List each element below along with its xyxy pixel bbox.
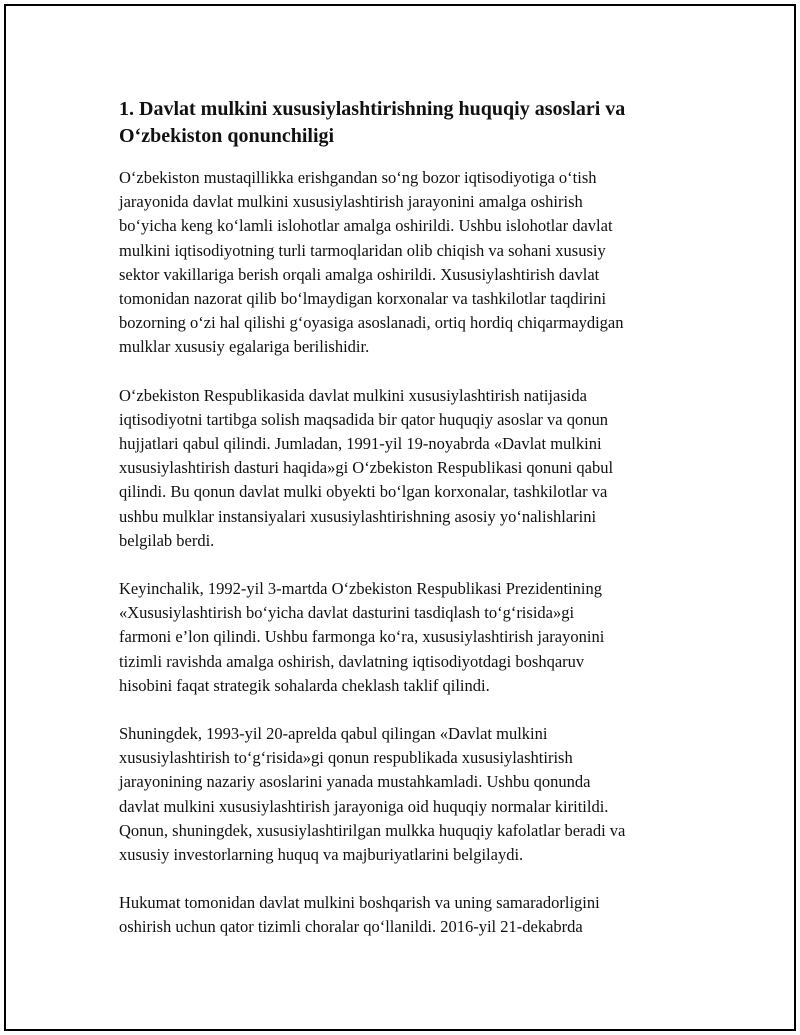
document-body <box>119 96 699 964</box>
page-frame <box>4 4 796 1031</box>
paragraph-3: Keyinchalik, 1992-yil 3-martda O‘zbekiston Respublikasi Prezidentining «Xususiylashtirish bo‘yicha davlat dasturini tasdiqlash to‘g‘risida»gi farmoni e’lon qilindi. Ushbu farmonga ko‘ra, xususiylashtirish jarayonini tizimli ravishda amalga oshirish, davlatning iqtisodiyotdagi boshqaruv hisobini faqat strategik sohalarda cheklash taklif qilindi. <box>119 579 605 695</box>
section-heading: 1. Davlat mulkini xususiylashtirishning huquqiy asoslari va O‘zbekiston qonunchiligi <box>119 98 626 147</box>
paragraph-1: O‘zbekiston mustaqillikka erishgandan so‘ng bozor iqtisodiyotiga o‘tish jarayonida davlat mulkini xususiylashtirish jarayonini amalga oshirish bo‘yicha keng ko‘lamli islohotlar amalga oshirildi. Ushbu islohotlar davlat mulkini iqtisodiyotning turli tarmoqlaridan olib chiqish va sohani xususiy sektor vakillariga berish orqali amalga oshirildi. Xususiylashtirish davlat tomonidan nazorat qilib bo‘lmaydigan korxonalar va tashkilotlar taqdirini bozorning o‘zi hal qilishi g‘oyasiga asoslanadi, ortiq hordiq chiqarmaydigan mulklar xususiy egalariga berilishidir. <box>119 168 624 357</box>
paragraph-4: Shuningdek, 1993-yil 20-aprelda qabul qilingan «Davlat mulkini xususiylashtirish to‘g‘risida»gi qonun respublikada xususiylashtirish jarayonining nazariy asoslarini yanada mustahkamladi. Ushbu qonunda davlat mulkini xususiylashtirish jarayoniga oid huquqiy normalar kiritildi. Qonun, shuningdek, xususiylashtirilgan mulkka huquqiy kafolatlar beradi va xususiy investorlarning huquq va majburiyatlarini belgilaydi. <box>119 724 626 865</box>
paragraph-2: O‘zbekiston Respublikasida davlat mulkini xususiylashtirish natijasida iqtisodiyotni tartibga solish maqsadida bir qator huquqiy asoslar va qonun hujjatlari qabul qilindi. Jumladan, 1991-yil 19-noyabrda «Davlat mulkini xususiylashtirish dasturi haqida»gi O‘zbekiston Respublikasi qonuni qabul qilindi. Bu qonun davlat mulki obyekti bo‘lgan korxonalar, tashkilotlar va ushbu mulklar instansiyalari xususiylashtirishning asosiy yo‘nalishlarini belgilab berdi. <box>119 385 614 550</box>
paragraph-5: Hukumat tomonidan davlat mulkini boshqarish va uning samaradorligini oshirish uchun qator tizimli choralar qo‘llanildi. 2016-yil 21-dekabrda <box>119 893 600 937</box>
